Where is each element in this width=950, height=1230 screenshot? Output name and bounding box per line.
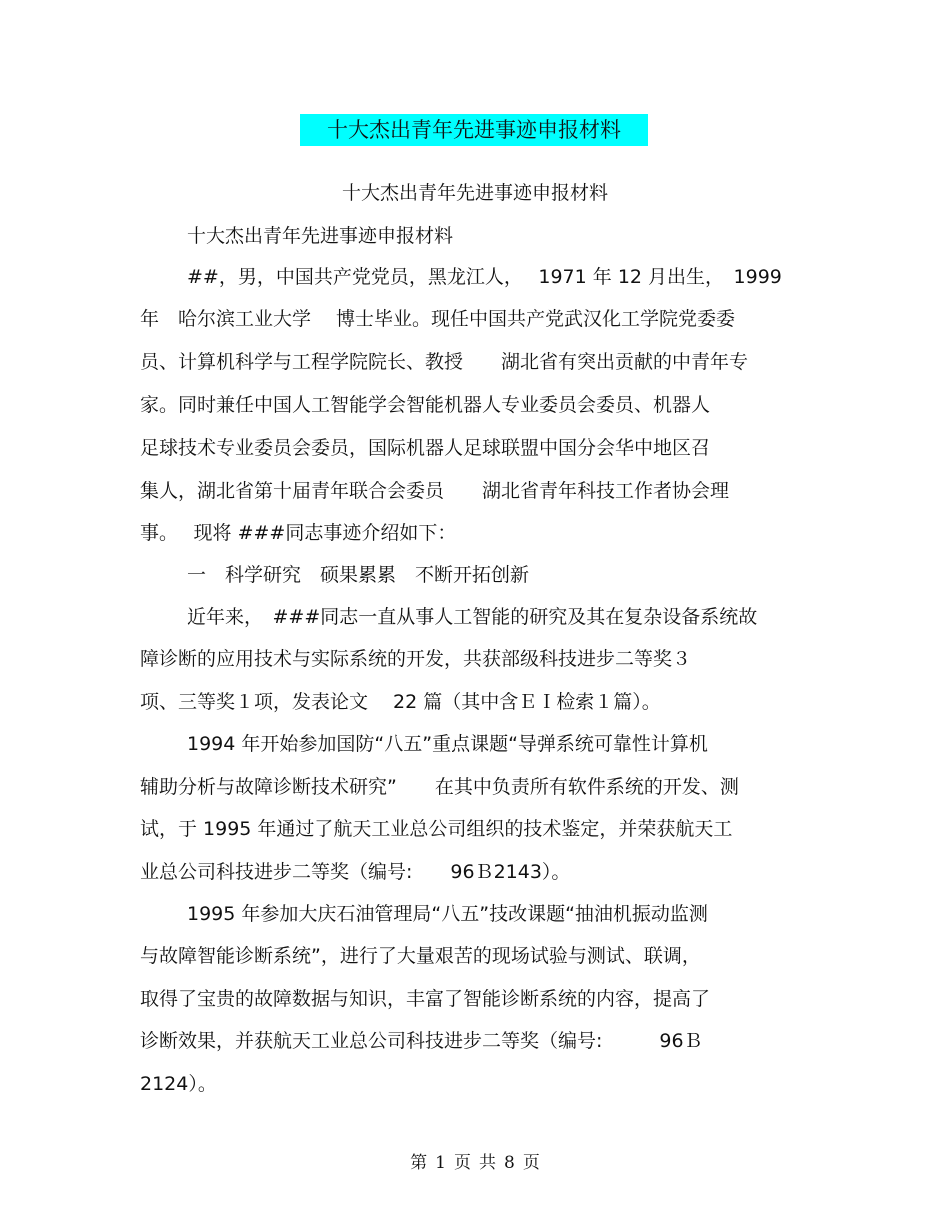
body-line: 足球技术专业委员会委员，国际机器人足球联盟中国分会华中地区召 — [140, 437, 711, 459]
body-line: 障诊断的应用技术与实际系统的开发，共获部级科技进步二等奖３ — [140, 648, 692, 670]
body-line: 年 哈尔滨工业大学 博士毕业。现任中国共产党武汉化工学院党委委 — [140, 308, 736, 330]
section-title: 一 科学研究 硕果累累 不断开拓创新 — [187, 564, 530, 586]
body-line: 近年来， ###同志一直从事人工智能的研究及其在复杂设备系统故 — [187, 606, 758, 628]
body-line: 集人，湖北省第十届青年联合会委员 湖北省青年科技工作者协会理 — [140, 480, 730, 502]
footer-label: 页 — [522, 1153, 540, 1173]
body-line: ##，男，中国共产党党员，黑龙江人， 1971 年 12 月出生， 1999 — [187, 266, 782, 288]
body-line: 1994 年开始参加国防“八五”重点课题“导弹系统可靠性计算机 — [187, 733, 708, 755]
section-heading: 十大杰出青年先进事迹申报材料 — [187, 225, 454, 247]
body-line: 与故障智能诊断系统”，进行了大量艰苦的现场试验与测试、联调， — [140, 945, 701, 967]
page-footer — [0, 1150, 950, 1176]
footer-label: 第 — [410, 1153, 428, 1173]
body-line: 项、三等奖１项，发表论文 22 篇（其中含ＥＩ检索１篇）。 — [140, 691, 661, 713]
body-line: 辅助分析与故障诊断技术研究” 在其中负责所有软件系统的开发、测 — [140, 776, 739, 798]
footer-label: 页 — [454, 1153, 471, 1173]
body-line: 员、计算机科学与工程学院院长、教授 湖北省有突出贡献的中青年专 — [140, 351, 749, 373]
page-total: 8 — [504, 1153, 515, 1173]
body-line: 试，于 1995 年通过了航天工业总公司组织的技术鉴定，并荣获航天工 — [140, 818, 733, 840]
highlighted-title: 十大杰出青年先进事迹申报材料 — [300, 114, 648, 146]
document-subtitle: 十大杰出青年先进事迹申报材料 — [341, 182, 608, 204]
page-number: 1 — [435, 1153, 446, 1173]
body-line: 事。 现将 ###同志事迹介绍如下： — [140, 522, 457, 544]
body-line: 业总公司科技进步二等奖（编号: 96Ｂ2143）。 — [140, 861, 571, 883]
body-line: 家。同时兼任中国人工智能学会智能机器人专业委员会委员、机器人 — [140, 394, 711, 416]
body-line: 取得了宝贵的故障数据与知识，丰富了智能诊断系统的内容，提高了 — [140, 988, 711, 1010]
body-line: 1995 年参加大庆石油管理局“八五”技改课题“抽油机振动监测 — [187, 903, 708, 925]
body-line: 诊断效果，并获航天工业总公司科技进步二等奖（编号: 96Ｂ — [140, 1030, 703, 1052]
footer-label: 共 — [479, 1153, 496, 1173]
body-line: 2124）。 — [140, 1073, 217, 1095]
